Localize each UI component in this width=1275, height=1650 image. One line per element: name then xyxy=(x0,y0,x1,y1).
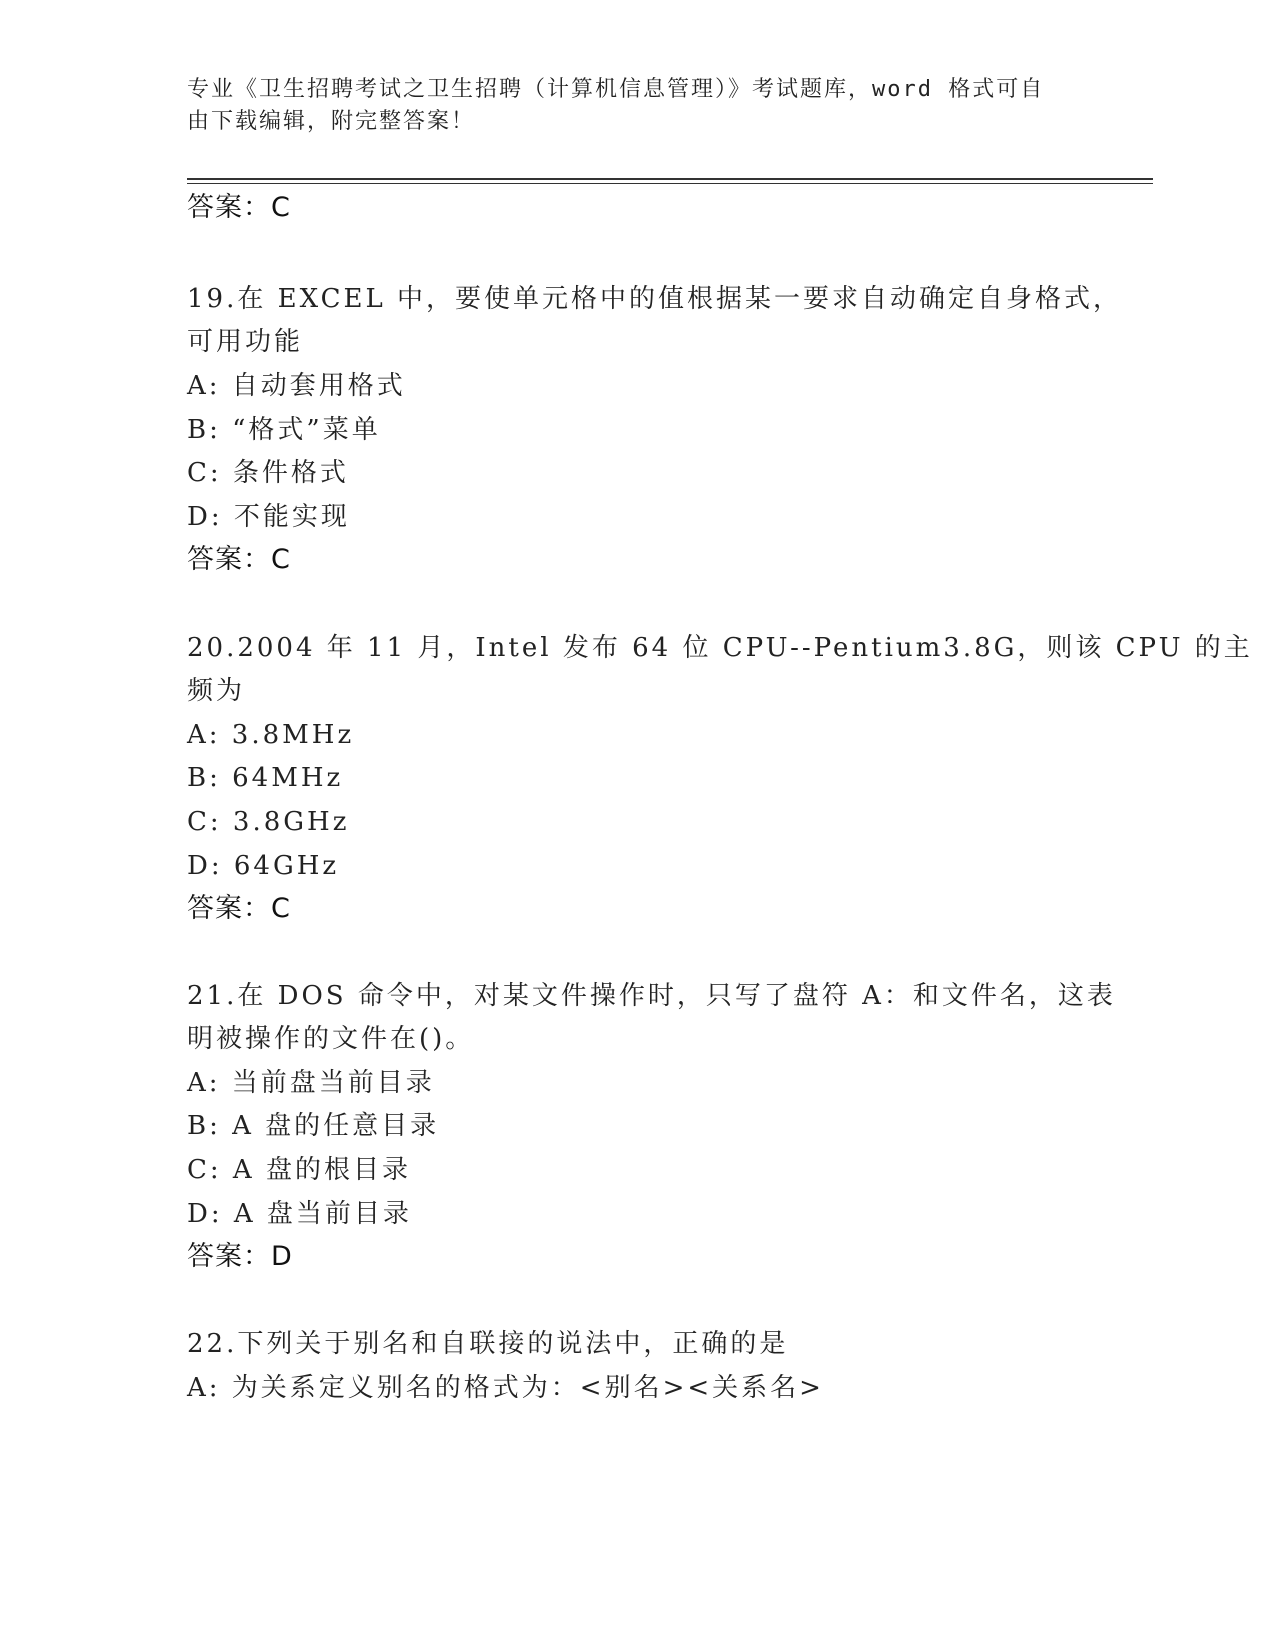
header-line-2: 由下载编辑，附完整答案！ xyxy=(187,109,476,134)
answer-line: 答案：C xyxy=(187,544,291,575)
option-b: B: A 盘的任意目录 xyxy=(187,1111,440,1141)
question-stem: 19.在 EXCEL 中，要使单元格中的值根据某一要求自动确定自身格式， xyxy=(187,284,1123,314)
option-b: B: “格式”菜单 xyxy=(187,415,381,445)
header-rule-thin xyxy=(187,183,1153,184)
answer-line: 答案：C xyxy=(187,192,291,223)
option-b: B: 64MHz xyxy=(187,763,344,793)
option-c: C: 条件格式 xyxy=(187,458,349,488)
question-stem: 可用功能 xyxy=(187,327,304,357)
question-stem: 明被操作的文件在()。 xyxy=(187,1024,475,1054)
question-stem: 21.在 DOS 命令中，对某文件操作时，只写了盘符 A：和文件名，这表 xyxy=(187,981,1116,1011)
option-d: D: 64GHz xyxy=(187,851,340,881)
header-line-1: 专业《卫生招聘考试之卫生招聘（计算机信息管理）》考试题库，word 格式可自 xyxy=(187,77,1045,102)
option-c: C: A 盘的根目录 xyxy=(187,1155,411,1185)
question-stem: 频为 xyxy=(187,676,246,706)
answer-line: 答案：C xyxy=(187,893,291,924)
document-header xyxy=(187,74,1067,138)
option-d: D: 不能实现 xyxy=(187,502,350,532)
option-a: A: 3.8MHz xyxy=(187,720,355,750)
answer-line: 答案：D xyxy=(187,1241,293,1272)
question-stem: 20.2004 年 11 月，Intel 发布 64 位 CPU--Pentium3.8G，则该 CPU 的主 xyxy=(187,633,1253,663)
option-c: C: 3.8GHz xyxy=(187,807,350,837)
option-a: A: 自动套用格式 xyxy=(187,371,406,401)
option-d: D: A 盘当前目录 xyxy=(187,1199,412,1229)
header-rule-thick xyxy=(187,178,1153,180)
question-stem: 22.下列关于别名和自联接的说法中，正确的是 xyxy=(187,1329,789,1359)
option-a: A: 为关系定义别名的格式为：<别名><关系名> xyxy=(187,1373,824,1403)
option-a: A: 当前盘当前目录 xyxy=(187,1068,435,1098)
